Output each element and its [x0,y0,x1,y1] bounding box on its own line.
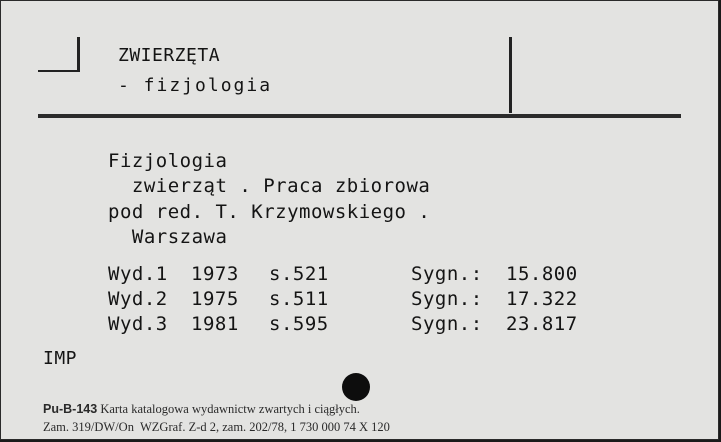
form-code: Pu-B-143 [43,402,98,416]
edition-pages: s.521 [269,263,329,285]
subject-heading: ZWIERZĘTA [118,45,221,66]
edition-signature: 15.800 [506,263,578,285]
header-corner-mark [77,37,80,71]
title-line-4: Warszawa [108,226,228,248]
form-title: Karta katalogowa wydawnictw zwartych i ciągłych. [100,402,360,416]
printed-form-line-1 [43,402,360,417]
edition-signature-label: Sygn.: [411,288,483,310]
edition-year: 1973 [191,263,239,285]
edition-pages: s.511 [269,288,329,310]
edition-pages: s.595 [269,313,329,335]
imp-mark: IMP [43,348,78,369]
edition-number: Wyd.2 [108,288,168,310]
edition-signature: 17.322 [506,288,578,310]
edition-number: Wyd.1 [108,263,168,285]
edition-year: 1981 [191,313,239,335]
subject-subheading: - fizjologia [118,75,273,96]
edition-year: 1975 [191,288,239,310]
edition-signature-label: Sygn.: [411,263,483,285]
header-divider [509,37,512,113]
header-corner-underline [38,70,80,72]
printed-form-line-2: Zam. 319/DW/On WZGraf. Z-d 2, zam. 202/78, 1 730 000 74 X 120 [43,420,390,434]
card-punch-hole [342,373,370,401]
edition-number: Wyd.3 [108,313,168,335]
title-line-3: pod red. T. Krzymowskiego . [108,201,431,223]
title-line-2: zwierząt . Praca zbiorowa [108,175,431,197]
header-rule [38,114,681,118]
edition-signature: 23.817 [506,313,578,335]
title-line-1: Fizjologia [108,150,228,172]
edition-signature-label: Sygn.: [411,313,483,335]
